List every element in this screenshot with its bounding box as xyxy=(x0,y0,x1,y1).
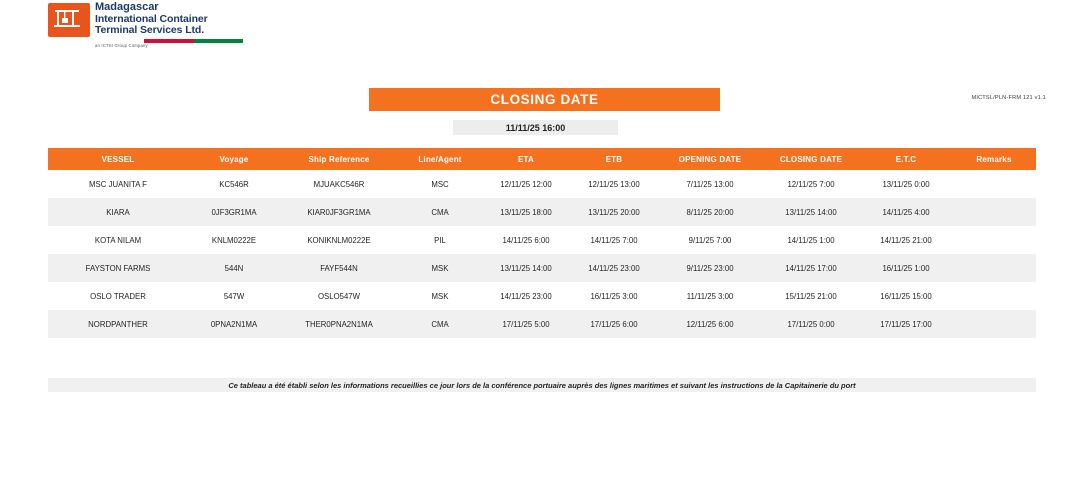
column-header-voyage: Voyage xyxy=(188,148,280,170)
cell-remarks xyxy=(952,254,1036,282)
table-header-row xyxy=(48,148,1036,170)
column-header-etc: E.T.C xyxy=(860,148,952,170)
logo-line-2: Terminal Services Ltd. xyxy=(95,24,205,37)
cell-remarks xyxy=(952,282,1036,310)
cell-etc: 14/11/25 4:00 xyxy=(860,198,952,226)
cell-remarks xyxy=(952,170,1036,198)
table-row xyxy=(48,282,1036,310)
cell-vessel: OSLO TRADER xyxy=(48,282,188,310)
cell-vessel: KOTA NILAM xyxy=(48,226,188,254)
cell-opening-date: 12/11/25 6:00 xyxy=(658,310,762,338)
cell-etb: 16/11/25 3:00 xyxy=(570,282,658,310)
cell-voyage: KNLM0222E xyxy=(188,226,280,254)
cell-vessel: KIARA xyxy=(48,198,188,226)
cell-voyage: 547W xyxy=(188,282,280,310)
table-row xyxy=(48,226,1036,254)
cell-eta: 14/11/25 23:00 xyxy=(482,282,570,310)
column-header-ship-reference: Ship Reference xyxy=(280,148,398,170)
cell-eta: 13/11/25 18:00 xyxy=(482,198,570,226)
table-row xyxy=(48,254,1036,282)
column-header-line-agent: Line/Agent xyxy=(398,148,482,170)
cell-closing-date: 13/11/25 14:00 xyxy=(762,198,860,226)
column-header-opening-date: OPENING DATE xyxy=(658,148,762,170)
page-title: CLOSING DATE xyxy=(369,88,720,111)
cell-eta: 14/11/25 6:00 xyxy=(482,226,570,254)
cell-etc: 17/11/25 17:00 xyxy=(860,310,952,338)
cell-opening-date: 7/11/25 13:00 xyxy=(658,170,762,198)
footnote-text: Ce tableau a été établi selon les informations recueillies ce jour lors de la conférence portuaire auprès des lignes maritimes et suivant les instructions de la Capitainerie du port xyxy=(228,380,856,390)
cell-line-agent: PIL xyxy=(398,226,482,254)
logo-tagline: an ICTSI Group Company xyxy=(95,43,148,49)
cell-ship-reference: FAYF544N xyxy=(280,254,398,282)
cell-opening-date: 9/11/25 23:00 xyxy=(658,254,762,282)
cell-etb: 17/11/25 6:00 xyxy=(570,310,658,338)
document-reference: MICTSL/PLN-FRM 121 v1.1 xyxy=(971,95,1046,101)
cell-remarks xyxy=(952,198,1036,226)
logo-line-1: International Container xyxy=(95,12,208,25)
column-header-eta: ETA xyxy=(482,148,570,170)
cell-etb: 12/11/25 13:00 xyxy=(570,170,658,198)
cell-closing-date: 14/11/25 17:00 xyxy=(762,254,860,282)
table-row xyxy=(48,198,1036,226)
cell-eta: 13/11/25 14:00 xyxy=(482,254,570,282)
table-row xyxy=(48,310,1036,338)
cell-opening-date: 11/11/25 3:00 xyxy=(658,282,762,310)
cell-ship-reference: MJUAKC546R xyxy=(280,170,398,198)
logo-line-0: Madagascar xyxy=(95,1,159,13)
cell-ship-reference: KIAR0JF3GR1MA xyxy=(280,198,398,226)
report-datetime: 11/11/25 16:00 xyxy=(453,120,618,135)
closing-date-table xyxy=(48,148,1036,338)
cell-voyage: 0JF3GR1MA xyxy=(188,198,280,226)
cell-opening-date: 8/11/25 20:00 xyxy=(658,198,762,226)
cell-etb: 14/11/25 7:00 xyxy=(570,226,658,254)
cell-remarks xyxy=(952,310,1036,338)
cell-eta: 17/11/25 5:00 xyxy=(482,310,570,338)
cell-eta: 12/11/25 12:00 xyxy=(482,170,570,198)
cell-closing-date: 17/11/25 0:00 xyxy=(762,310,860,338)
column-header-etb: ETB xyxy=(570,148,658,170)
cell-closing-date: 12/11/25 7:00 xyxy=(762,170,860,198)
cell-ship-reference: THER0PNA2N1MA xyxy=(280,310,398,338)
cell-opening-date: 9/11/25 7:00 xyxy=(658,226,762,254)
column-header-remarks: Remarks xyxy=(952,148,1036,170)
cell-vessel: NORDPANTHER xyxy=(48,310,188,338)
cell-vessel: MSC JUANITA F xyxy=(48,170,188,198)
cell-line-agent: CMA xyxy=(398,310,482,338)
cell-etc: 16/11/25 1:00 xyxy=(860,254,952,282)
cell-etb: 14/11/25 23:00 xyxy=(570,254,658,282)
cell-closing-date: 14/11/25 1:00 xyxy=(762,226,860,254)
column-header-vessel: VESSEL xyxy=(48,148,188,170)
cell-ship-reference: OSLO547W xyxy=(280,282,398,310)
footnote-bar xyxy=(48,378,1036,392)
cell-line-agent: CMA xyxy=(398,198,482,226)
cell-line-agent: MSC xyxy=(398,170,482,198)
madagascar-flag-stripes xyxy=(95,39,243,43)
cell-voyage: 0PNA2N1MA xyxy=(188,310,280,338)
cell-etc: 13/11/25 0:00 xyxy=(860,170,952,198)
cell-ship-reference: KONIKNLM0222E xyxy=(280,226,398,254)
table-row xyxy=(48,170,1036,198)
cell-etc: 14/11/25 21:00 xyxy=(860,226,952,254)
crane-container-icon xyxy=(48,3,90,37)
company-logo xyxy=(48,2,248,48)
logo-wordmark xyxy=(95,2,243,49)
column-header-closing-date: CLOSING DATE xyxy=(762,148,860,170)
cell-remarks xyxy=(952,226,1036,254)
cell-voyage: 544N xyxy=(188,254,280,282)
cell-voyage: KC546R xyxy=(188,170,280,198)
cell-vessel: FAYSTON FARMS xyxy=(48,254,188,282)
cell-line-agent: MSK xyxy=(398,282,482,310)
cell-closing-date: 15/11/25 21:00 xyxy=(762,282,860,310)
cell-line-agent: MSK xyxy=(398,254,482,282)
cell-etc: 16/11/25 15:00 xyxy=(860,282,952,310)
cell-etb: 13/11/25 20:00 xyxy=(570,198,658,226)
